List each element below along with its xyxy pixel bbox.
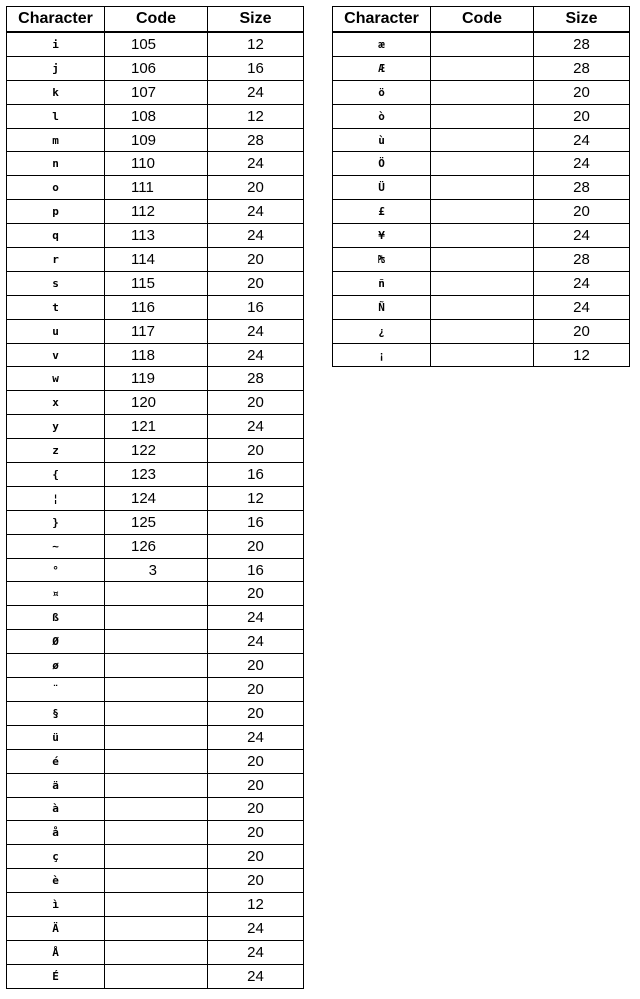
character-cell: ø bbox=[7, 654, 105, 678]
character-cell: ü bbox=[7, 725, 105, 749]
size-header: Size bbox=[208, 7, 304, 33]
size-cell: 20 bbox=[208, 439, 304, 463]
size-cell: 24 bbox=[208, 343, 304, 367]
table-row bbox=[7, 893, 304, 917]
character-cell: x bbox=[7, 391, 105, 415]
character-cell: q bbox=[7, 224, 105, 248]
table-row bbox=[7, 606, 304, 630]
character-cell: k bbox=[7, 80, 105, 104]
table-row bbox=[333, 319, 630, 343]
size-cell: 24 bbox=[208, 630, 304, 654]
table-row bbox=[7, 271, 304, 295]
character-cell: u bbox=[7, 319, 105, 343]
code-cell bbox=[431, 200, 534, 224]
character-cell: Ø bbox=[7, 630, 105, 654]
table-row bbox=[7, 32, 304, 56]
character-cell: Ä bbox=[7, 916, 105, 940]
code-cell: 121 bbox=[105, 415, 208, 439]
character-cell: r bbox=[7, 248, 105, 272]
character-cell: ä bbox=[7, 773, 105, 797]
code-cell: 112 bbox=[105, 200, 208, 224]
table-row bbox=[7, 415, 304, 439]
table-row bbox=[7, 773, 304, 797]
size-cell: 20 bbox=[534, 200, 630, 224]
character-cell: y bbox=[7, 415, 105, 439]
table-row bbox=[7, 486, 304, 510]
character-header: Character bbox=[333, 7, 431, 33]
character-cell: Å bbox=[7, 940, 105, 964]
size-cell: 20 bbox=[208, 821, 304, 845]
size-cell: 20 bbox=[208, 654, 304, 678]
header-row bbox=[333, 7, 630, 33]
code-header: Code bbox=[105, 7, 208, 33]
code-cell bbox=[105, 749, 208, 773]
table-row bbox=[7, 916, 304, 940]
code-cell bbox=[431, 224, 534, 248]
size-cell: 28 bbox=[534, 248, 630, 272]
table-row bbox=[333, 200, 630, 224]
size-cell: 20 bbox=[208, 797, 304, 821]
character-cell: ì bbox=[7, 893, 105, 917]
character-cell: ò bbox=[333, 104, 431, 128]
table-row bbox=[7, 343, 304, 367]
code-cell: 107 bbox=[105, 80, 208, 104]
character-cell: z bbox=[7, 439, 105, 463]
code-cell: 105 bbox=[105, 32, 208, 56]
character-cell: v bbox=[7, 343, 105, 367]
code-cell: 117 bbox=[105, 319, 208, 343]
size-cell: 16 bbox=[208, 295, 304, 319]
character-cell: j bbox=[7, 56, 105, 80]
table-row bbox=[7, 104, 304, 128]
code-cell: 111 bbox=[105, 176, 208, 200]
table-row bbox=[7, 749, 304, 773]
table-row bbox=[333, 176, 630, 200]
character-cell: t bbox=[7, 295, 105, 319]
table-row bbox=[7, 582, 304, 606]
table-row bbox=[333, 80, 630, 104]
size-cell: 12 bbox=[208, 104, 304, 128]
size-cell: 24 bbox=[208, 725, 304, 749]
code-cell bbox=[105, 797, 208, 821]
table-row bbox=[7, 654, 304, 678]
size-cell: 28 bbox=[208, 367, 304, 391]
size-cell: 20 bbox=[208, 582, 304, 606]
code-cell bbox=[431, 32, 534, 56]
character-cell: s bbox=[7, 271, 105, 295]
size-cell: 28 bbox=[208, 128, 304, 152]
table-row bbox=[7, 940, 304, 964]
code-cell bbox=[105, 940, 208, 964]
table-row bbox=[7, 964, 304, 988]
size-cell: 24 bbox=[534, 152, 630, 176]
size-cell: 28 bbox=[534, 176, 630, 200]
size-cell: 24 bbox=[208, 152, 304, 176]
code-cell bbox=[105, 654, 208, 678]
code-cell: 113 bbox=[105, 224, 208, 248]
character-cell: § bbox=[7, 701, 105, 725]
character-cell: é bbox=[7, 749, 105, 773]
character-cell: i bbox=[7, 32, 105, 56]
size-cell: 20 bbox=[208, 248, 304, 272]
character-cell: l bbox=[7, 104, 105, 128]
character-cell: ¥ bbox=[333, 224, 431, 248]
size-cell: 12 bbox=[208, 486, 304, 510]
table-row bbox=[7, 152, 304, 176]
size-cell: 24 bbox=[534, 271, 630, 295]
size-cell: 20 bbox=[208, 869, 304, 893]
size-cell: 24 bbox=[208, 80, 304, 104]
size-cell: 24 bbox=[208, 200, 304, 224]
size-header: Size bbox=[534, 7, 630, 33]
character-cell: m bbox=[7, 128, 105, 152]
table-row bbox=[7, 391, 304, 415]
size-cell: 16 bbox=[208, 510, 304, 534]
size-cell: 20 bbox=[208, 534, 304, 558]
character-cell: è bbox=[7, 869, 105, 893]
table-row bbox=[7, 128, 304, 152]
table-row bbox=[7, 821, 304, 845]
code-cell: 114 bbox=[105, 248, 208, 272]
code-cell bbox=[105, 869, 208, 893]
code-cell bbox=[431, 56, 534, 80]
table-row bbox=[333, 248, 630, 272]
size-cell: 24 bbox=[208, 916, 304, 940]
size-cell: 24 bbox=[208, 319, 304, 343]
size-cell: 20 bbox=[208, 773, 304, 797]
character-cell: ¿ bbox=[333, 319, 431, 343]
character-cell: Ö bbox=[333, 152, 431, 176]
character-cell: n bbox=[7, 152, 105, 176]
character-cell: ₧ bbox=[333, 248, 431, 272]
character-cell: ç bbox=[7, 845, 105, 869]
size-cell: 20 bbox=[208, 271, 304, 295]
character-cell: w bbox=[7, 367, 105, 391]
size-cell: 24 bbox=[534, 295, 630, 319]
code-cell: 120 bbox=[105, 391, 208, 415]
code-cell: 106 bbox=[105, 56, 208, 80]
character-cell: p bbox=[7, 200, 105, 224]
code-cell: 110 bbox=[105, 152, 208, 176]
table-row bbox=[7, 200, 304, 224]
code-cell bbox=[105, 773, 208, 797]
size-cell: 20 bbox=[208, 749, 304, 773]
code-cell: 125 bbox=[105, 510, 208, 534]
character-cell: ¦ bbox=[7, 486, 105, 510]
code-cell bbox=[105, 893, 208, 917]
table-row bbox=[7, 176, 304, 200]
table-row bbox=[7, 295, 304, 319]
table-row bbox=[333, 343, 630, 367]
table-row bbox=[7, 80, 304, 104]
code-cell bbox=[431, 295, 534, 319]
table-row bbox=[333, 128, 630, 152]
size-cell: 20 bbox=[208, 845, 304, 869]
size-cell: 20 bbox=[208, 701, 304, 725]
size-cell: 12 bbox=[534, 343, 630, 367]
size-cell: 28 bbox=[534, 56, 630, 80]
table-row bbox=[333, 32, 630, 56]
code-cell bbox=[105, 845, 208, 869]
size-cell: 12 bbox=[208, 32, 304, 56]
table-row bbox=[7, 678, 304, 702]
table-row bbox=[7, 56, 304, 80]
character-cell: o bbox=[7, 176, 105, 200]
code-cell: 124 bbox=[105, 486, 208, 510]
character-cell: ¨ bbox=[7, 678, 105, 702]
size-cell: 20 bbox=[208, 176, 304, 200]
size-cell: 20 bbox=[208, 391, 304, 415]
code-cell: 126 bbox=[105, 534, 208, 558]
size-cell: 12 bbox=[208, 893, 304, 917]
code-cell: 115 bbox=[105, 271, 208, 295]
table-row bbox=[333, 295, 630, 319]
character-cell: £ bbox=[333, 200, 431, 224]
character-cell: Æ bbox=[333, 56, 431, 80]
size-cell: 24 bbox=[208, 415, 304, 439]
character-cell: Ñ bbox=[333, 295, 431, 319]
code-cell bbox=[431, 248, 534, 272]
code-cell bbox=[431, 271, 534, 295]
size-cell: 20 bbox=[534, 104, 630, 128]
code-cell bbox=[431, 80, 534, 104]
table-row bbox=[7, 248, 304, 272]
code-cell: 116 bbox=[105, 295, 208, 319]
header-row bbox=[7, 7, 304, 33]
character-cell: ¡ bbox=[333, 343, 431, 367]
table-row bbox=[7, 797, 304, 821]
code-cell bbox=[105, 606, 208, 630]
table-row bbox=[7, 869, 304, 893]
character-cell: } bbox=[7, 510, 105, 534]
code-cell bbox=[105, 582, 208, 606]
character-cell: { bbox=[7, 463, 105, 487]
size-cell: 28 bbox=[534, 32, 630, 56]
code-cell bbox=[105, 725, 208, 749]
character-cell: É bbox=[7, 964, 105, 988]
size-cell: 24 bbox=[534, 224, 630, 248]
table-row bbox=[333, 271, 630, 295]
table-row bbox=[333, 224, 630, 248]
code-cell bbox=[431, 319, 534, 343]
table-row bbox=[333, 152, 630, 176]
code-cell bbox=[105, 678, 208, 702]
size-cell: 24 bbox=[208, 940, 304, 964]
character-cell: ù bbox=[333, 128, 431, 152]
character-cell: à bbox=[7, 797, 105, 821]
table-row bbox=[7, 224, 304, 248]
table-row bbox=[7, 845, 304, 869]
code-cell bbox=[431, 176, 534, 200]
code-cell bbox=[431, 128, 534, 152]
character-cell: ~ bbox=[7, 534, 105, 558]
character-table-right bbox=[332, 6, 630, 367]
character-cell: ö bbox=[333, 80, 431, 104]
table-row bbox=[7, 725, 304, 749]
code-cell bbox=[431, 104, 534, 128]
code-cell bbox=[105, 701, 208, 725]
size-cell: 20 bbox=[208, 678, 304, 702]
character-cell: ß bbox=[7, 606, 105, 630]
table-row bbox=[7, 367, 304, 391]
code-cell bbox=[431, 343, 534, 367]
character-table-left bbox=[6, 6, 304, 989]
table-row bbox=[7, 319, 304, 343]
code-cell: 3 bbox=[105, 558, 208, 582]
table-row bbox=[7, 439, 304, 463]
table-row bbox=[7, 701, 304, 725]
code-cell: 122 bbox=[105, 439, 208, 463]
character-cell: Ü bbox=[333, 176, 431, 200]
character-cell: ° bbox=[7, 558, 105, 582]
code-cell bbox=[105, 821, 208, 845]
table-row bbox=[333, 56, 630, 80]
code-cell: 123 bbox=[105, 463, 208, 487]
character-cell: ñ bbox=[333, 271, 431, 295]
size-cell: 16 bbox=[208, 56, 304, 80]
code-cell bbox=[431, 152, 534, 176]
size-cell: 24 bbox=[208, 606, 304, 630]
size-cell: 16 bbox=[208, 558, 304, 582]
code-cell: 119 bbox=[105, 367, 208, 391]
table-row bbox=[333, 104, 630, 128]
code-cell: 108 bbox=[105, 104, 208, 128]
size-cell: 20 bbox=[534, 319, 630, 343]
character-cell: æ bbox=[333, 32, 431, 56]
code-cell: 118 bbox=[105, 343, 208, 367]
size-cell: 16 bbox=[208, 463, 304, 487]
code-cell bbox=[105, 630, 208, 654]
code-cell: 109 bbox=[105, 128, 208, 152]
character-header: Character bbox=[7, 7, 105, 33]
size-cell: 24 bbox=[534, 128, 630, 152]
code-cell bbox=[105, 916, 208, 940]
table-row bbox=[7, 510, 304, 534]
table-row bbox=[7, 534, 304, 558]
table-row bbox=[7, 630, 304, 654]
character-cell: å bbox=[7, 821, 105, 845]
character-cell: ¤ bbox=[7, 582, 105, 606]
code-cell bbox=[105, 964, 208, 988]
table-row bbox=[7, 558, 304, 582]
size-cell: 24 bbox=[208, 224, 304, 248]
table-row bbox=[7, 463, 304, 487]
size-cell: 20 bbox=[534, 80, 630, 104]
size-cell: 24 bbox=[208, 964, 304, 988]
code-header: Code bbox=[431, 7, 534, 33]
